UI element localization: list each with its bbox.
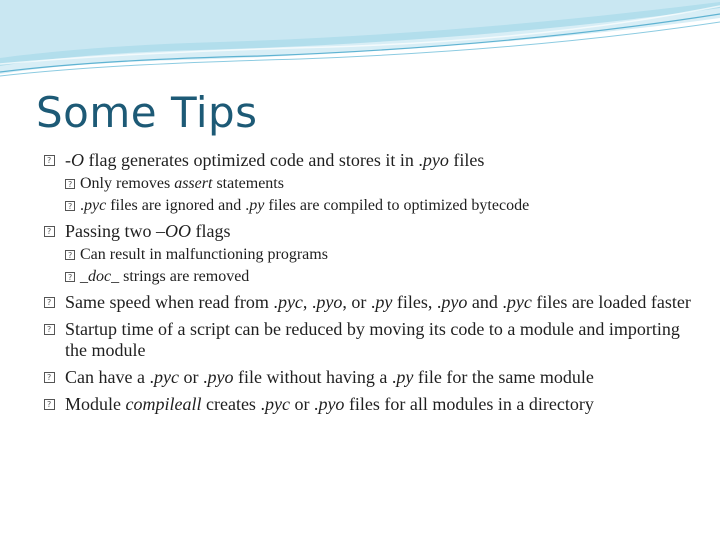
bullet-text-segment: Only removes [80, 175, 175, 192]
missing-glyph-box-icon [44, 226, 55, 237]
bullet-text-segment: pyo [207, 367, 234, 387]
bullet-text-segment: files, . [392, 292, 442, 312]
bullet-text-segment: files are loaded faster [531, 292, 691, 312]
sub-bullet-item [44, 173, 704, 195]
missing-glyph-box-icon [44, 399, 55, 410]
bullet-text-segment: pyc [506, 292, 532, 312]
bullet-text-segment: Same speed when read from . [65, 292, 278, 312]
bullet-text-segment: Startup time of a script can be reduced by moving its code to a module and importing the module [65, 319, 680, 360]
bullet-text-segment: doc [88, 268, 112, 285]
bullet-text-segment: , or . [342, 292, 376, 312]
bullet-text-segment: creates . [201, 394, 265, 414]
bullet-text-segment: - [65, 150, 71, 170]
bullet-text-segment: Can result in malfunctioning programs [80, 246, 328, 263]
bullet-item [44, 221, 704, 242]
bullet-text-segment: pyc [277, 292, 303, 312]
bullet-item [44, 150, 704, 171]
bullet-text-segment: pyo [316, 292, 343, 312]
bullet-text-segment: file for the same module [413, 367, 594, 387]
bullet-text-segment: or . [178, 367, 208, 387]
bullet-text-segment: or . [289, 394, 319, 414]
bullet-text-segment: flags [191, 221, 231, 241]
missing-glyph-box-icon [65, 272, 75, 282]
missing-glyph-box-icon [44, 324, 55, 335]
bullet-text-segment: Can have a . [65, 367, 154, 387]
bullet-text-segment: pyo [441, 292, 468, 312]
missing-glyph-box-icon [65, 201, 75, 211]
bullet-text-segment: and . [467, 292, 507, 312]
bullet-text-segment: py [375, 292, 393, 312]
bullet-text-segment: Module [65, 394, 126, 414]
bullet-text-segment: pyo [318, 394, 345, 414]
missing-glyph-box-icon [65, 250, 75, 260]
bullet-text-segment: files for all modules in a directory [344, 394, 594, 414]
missing-glyph-box-icon [44, 297, 55, 308]
bullet-text-segment: , . [302, 292, 317, 312]
missing-glyph-box-icon [44, 372, 55, 383]
bullet-text-segment: compileall [125, 394, 202, 414]
bullet-text-segment: OO [165, 221, 192, 241]
bullet-item [44, 319, 704, 361]
sub-bullet-item [44, 266, 704, 288]
bullet-text-segment: statements [212, 175, 284, 192]
bullet-item [44, 394, 704, 415]
sub-bullet-item [44, 195, 704, 217]
bullet-text-segment: _ [80, 268, 88, 285]
bullet-item [44, 292, 704, 313]
missing-glyph-box-icon [65, 179, 75, 189]
bullet-text-segment: file without having a . [233, 367, 397, 387]
sub-bullet-item [44, 244, 704, 266]
bullet-text-segment: pyc [153, 367, 179, 387]
bullet-text-segment: pyc [264, 394, 290, 414]
bullet-text-segment: pyo [422, 150, 449, 170]
missing-glyph-box-icon [44, 155, 55, 166]
bullet-text-segment: _ strings are removed [111, 268, 250, 285]
bullet-text-segment: assert [174, 175, 213, 192]
header-wave-decoration [0, 0, 720, 90]
bullet-text-segment: flag generates optimized code and stores it in . [84, 150, 423, 170]
bullet-text-segment: O [71, 150, 84, 170]
bullet-text-segment: py [249, 197, 265, 214]
bullet-item [44, 367, 704, 388]
slide-title: Some Tips [36, 88, 258, 137]
bullet-text-segment: files are ignored and . [106, 197, 250, 214]
bullet-text-segment: . [80, 197, 84, 214]
bullet-text-segment: py [396, 367, 414, 387]
bullet-text-segment: files [448, 150, 485, 170]
bullet-list [44, 150, 704, 417]
bullet-text-segment: pyc [84, 197, 107, 214]
bullet-text-segment: files are compiled to optimized bytecode [264, 197, 530, 214]
bullet-text-segment: Passing two – [65, 221, 166, 241]
